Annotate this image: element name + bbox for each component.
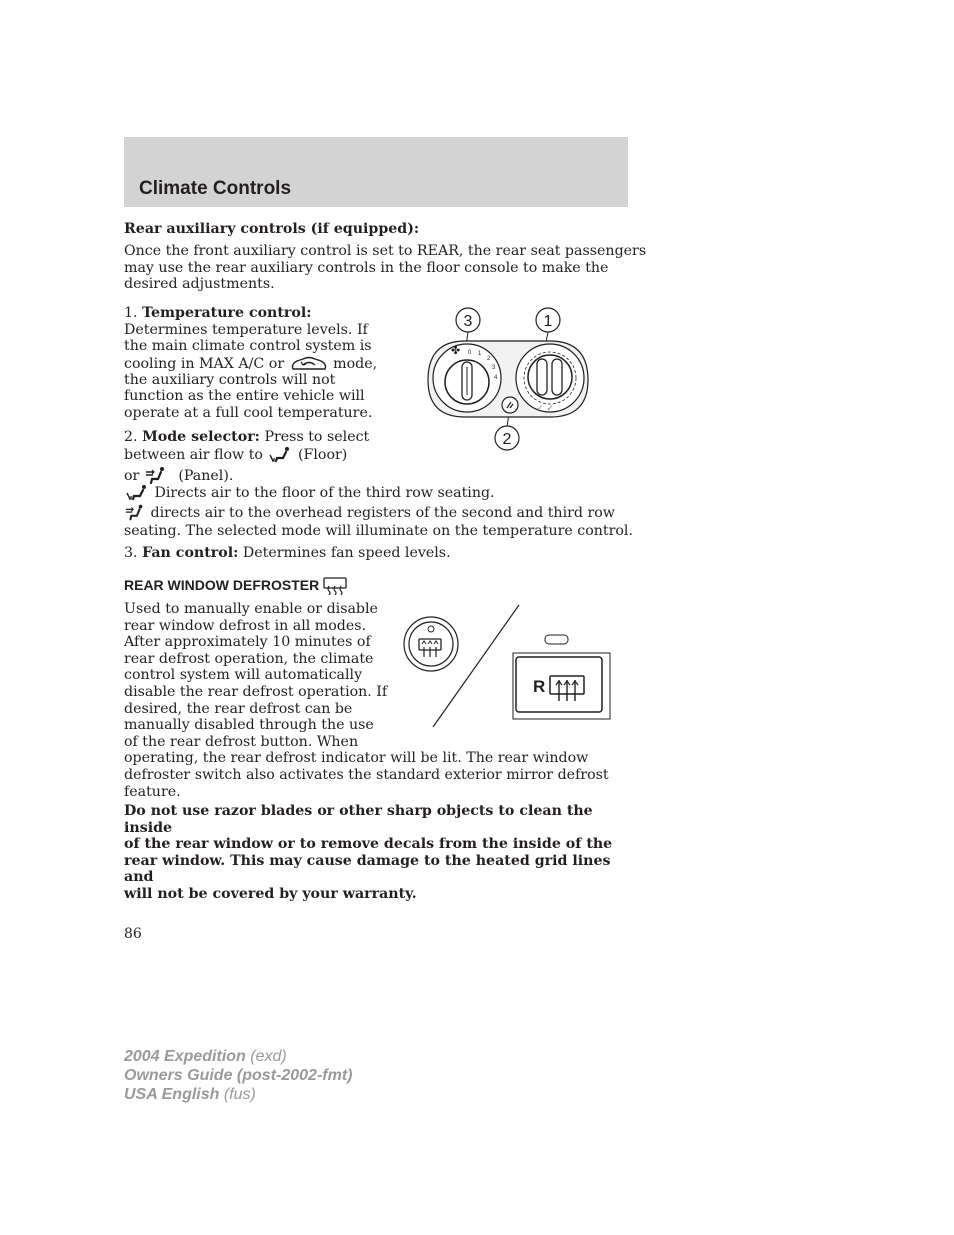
defroster-line: disable the rear defrost operation. If xyxy=(124,683,388,700)
fan-icon: ✤ xyxy=(451,344,461,357)
defroster-line: rear defrost operation, the climate xyxy=(124,650,374,667)
warning-line: Do not use razor blades or other sharp objects to clean the inside xyxy=(124,803,593,836)
item-number: 3. xyxy=(124,545,138,561)
footer-model: 2004 Expedition xyxy=(124,1048,246,1065)
rear-defrost-icon xyxy=(323,577,347,595)
defroster-line: defroster switch also activates the standard exterior mirror defrost xyxy=(124,766,609,783)
item-line: the main climate control system is xyxy=(124,338,372,355)
rear-aux-intro xyxy=(124,243,646,293)
description-text: seating. The selected mode will illuminate on the temperature control. xyxy=(124,523,633,539)
item-fan-control xyxy=(124,545,451,562)
panel-airflow-icon xyxy=(124,503,146,523)
item-line: between air flow to xyxy=(124,446,263,463)
page-title: Climate Controls xyxy=(139,178,292,199)
description-text: directs air to the overhead registers of the second and third row xyxy=(150,505,615,521)
fan-scale-label: 1 xyxy=(478,351,482,357)
footer-guide: Owners Guide (post-2002-fmt) xyxy=(124,1067,353,1084)
item-line: mode, xyxy=(333,355,378,372)
defroster-heading xyxy=(124,577,347,597)
item-label: Fan control: xyxy=(142,545,239,561)
item-line: (Panel). xyxy=(178,467,234,484)
warning-block xyxy=(124,803,644,903)
item-temperature-control xyxy=(124,305,384,422)
item-line: Determines fan speed levels. xyxy=(242,545,451,561)
rear-aux-controls-illustration xyxy=(420,305,600,455)
defroster-line: manually disabled through the use xyxy=(124,717,374,734)
item-mode-selector xyxy=(124,429,394,486)
description-text: Directs air to the floor of the third row seating. xyxy=(154,485,495,501)
item-line: Determines temperature levels. If xyxy=(124,321,368,338)
footer-code: (exd) xyxy=(250,1048,287,1065)
defroster-heading-text: REAR WINDOW DEFROSTER xyxy=(124,577,320,593)
fan-scale-label: 0 xyxy=(468,350,472,356)
defroster-line: control system will automatically xyxy=(124,667,363,684)
button-letter: R xyxy=(533,677,546,696)
item-number: 1. xyxy=(124,305,138,321)
recirculation-icon xyxy=(289,355,329,373)
defroster-line: rear window defrost in all modes. xyxy=(124,617,367,634)
item-line: or xyxy=(124,467,140,484)
temperature-control-knob[interactable] xyxy=(528,355,572,399)
defroster-line: Used to manually enable or disable xyxy=(124,601,378,617)
item-line: Press to select xyxy=(264,429,370,445)
defrost-indicator-light xyxy=(428,626,434,632)
panel-description xyxy=(124,503,644,540)
floor-description xyxy=(124,484,644,504)
fan-scale-label: 3 xyxy=(492,365,496,371)
mode-selector-button[interactable] xyxy=(502,397,518,413)
intro-line: may use the rear auxiliary controls in the floor console to make the xyxy=(124,259,609,276)
callout-label: 3 xyxy=(463,313,473,330)
callout-label: 1 xyxy=(543,313,553,330)
item-label: Mode selector: xyxy=(142,429,260,445)
warning-line: of the rear window or to remove decals from the inside of the xyxy=(124,836,613,853)
warning-line: rear window. This may cause damage to the heated grid lines and xyxy=(124,852,611,886)
fan-scale-label: 4 xyxy=(494,375,498,381)
warning-line: will not be covered by your warranty. xyxy=(124,885,417,902)
mode-indicator-icons: ✓ ✓ xyxy=(536,404,554,414)
intro-line: desired adjustments. xyxy=(124,276,275,293)
floor-airflow-icon xyxy=(124,484,150,502)
item-number: 2. xyxy=(124,429,138,445)
footer-language: USA English xyxy=(124,1086,220,1103)
rear-aux-heading: Rear auxiliary controls (if equipped): xyxy=(124,221,420,237)
item-line: the auxiliary controls will not xyxy=(124,371,336,388)
page-number: 86 xyxy=(124,926,142,942)
defroster-line: After approximately 10 minutes of xyxy=(124,634,371,651)
footer-code: (fus) xyxy=(223,1086,256,1103)
defroster-line: operating, the rear defrost indicator will be lit. The rear window xyxy=(124,750,589,767)
fan-scale-label: 2 xyxy=(487,356,491,362)
item-line: cooling in MAX A/C or xyxy=(124,355,285,372)
item-line: function as the entire vehicle will xyxy=(124,388,365,405)
rear-defrost-illustration xyxy=(400,602,614,730)
defroster-line: of the rear defrost button. When xyxy=(124,733,359,750)
item-line: (Floor) xyxy=(297,446,348,463)
panel-airflow-icon xyxy=(144,466,168,486)
callout-label: 2 xyxy=(502,431,512,448)
intro-line: Once the front auxiliary control is set to REAR, the rear seat passengers xyxy=(124,243,647,259)
defroster-line: feature. xyxy=(124,783,181,800)
item-line: operate at a full cool temperature. xyxy=(124,404,373,421)
item-label: Temperature control: xyxy=(142,305,312,321)
document-footer xyxy=(124,1047,352,1104)
floor-airflow-icon xyxy=(267,446,293,464)
defroster-line: desired, the rear defrost can be xyxy=(124,700,353,717)
